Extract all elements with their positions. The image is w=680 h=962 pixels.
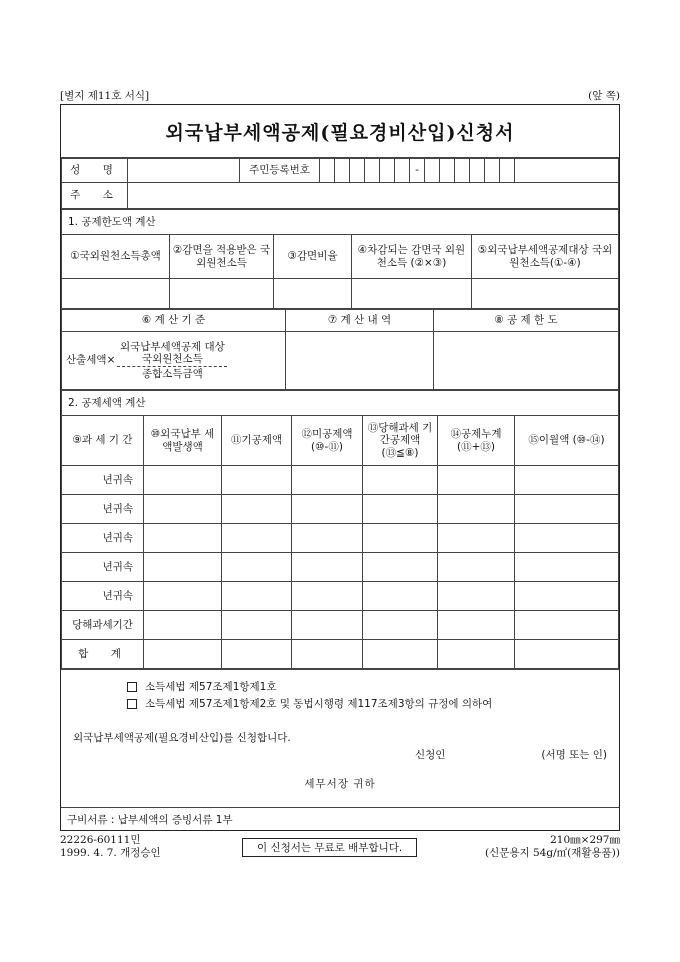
row-label: 당해과세기간: [62, 611, 144, 640]
table-cell[interactable]: [144, 582, 222, 611]
row-label: 합 계: [62, 640, 144, 669]
col-previously-deducted: ⑪기공제액: [222, 416, 292, 466]
form-title: 외국납부세액공제(필요경비산입)신청서: [61, 105, 619, 158]
table-cell[interactable]: [515, 582, 619, 611]
application-form: [60, 104, 620, 831]
table-cell[interactable]: [292, 524, 363, 553]
col-foreign-tax-paid: ⑩외국납부 세액발생액: [144, 416, 222, 466]
table-cell[interactable]: [515, 611, 619, 640]
table-cell[interactable]: [144, 611, 222, 640]
table-cell[interactable]: [222, 553, 292, 582]
table-cell[interactable]: [144, 466, 222, 495]
table-cell[interactable]: [292, 640, 363, 669]
id-digit-field[interactable]: [350, 159, 365, 183]
option-row: [127, 678, 619, 695]
table-cell[interactable]: [363, 553, 438, 582]
table-cell[interactable]: [363, 640, 438, 669]
table-row: [62, 495, 619, 524]
table-cell[interactable]: [222, 495, 292, 524]
basis-formula: [62, 332, 286, 390]
table-cell[interactable]: [292, 466, 363, 495]
deducted-exempt-income-field[interactable]: [352, 279, 472, 309]
table-cell[interactable]: [292, 553, 363, 582]
id-separator: -: [410, 159, 425, 183]
id-digit-field[interactable]: [440, 159, 455, 183]
id-digit-field[interactable]: [335, 159, 350, 183]
table-cell[interactable]: [515, 553, 619, 582]
table-cell[interactable]: [292, 611, 363, 640]
id-digit-field[interactable]: [395, 159, 410, 183]
table-cell[interactable]: [363, 466, 438, 495]
id-digit-field[interactable]: [500, 159, 515, 183]
col-current-deduction: ⑬당해과세 기간공제액 (⑬≦⑧): [363, 416, 438, 466]
checkbox-option1[interactable]: [127, 682, 137, 692]
col-carryover: ⑮이월액 (⑩-⑭): [515, 416, 619, 466]
addressee: 세무서장 귀하: [304, 778, 376, 790]
id-digit-field[interactable]: [365, 159, 380, 183]
deduction-calculation-table: [61, 390, 619, 669]
applicant-table: [61, 158, 619, 209]
exempt-foreign-income-field[interactable]: [170, 279, 274, 309]
checkbox-option2[interactable]: [127, 699, 137, 709]
form-label: [별지 제11호 서식]: [60, 90, 150, 102]
table-cell[interactable]: [222, 582, 292, 611]
calculation-detail-field[interactable]: [286, 332, 434, 390]
table-cell[interactable]: [363, 582, 438, 611]
table-cell[interactable]: [515, 495, 619, 524]
col-tax-period: ⑨과 세 기 간: [62, 416, 144, 466]
table-cell[interactable]: [438, 640, 515, 669]
table-cell[interactable]: [222, 466, 292, 495]
table-cell[interactable]: [438, 553, 515, 582]
row-label: 년귀속: [62, 524, 144, 553]
formula-fraction: [117, 341, 227, 380]
option-row: [127, 695, 619, 712]
table-cell[interactable]: [144, 640, 222, 669]
table-cell[interactable]: [438, 495, 515, 524]
eligible-foreign-income-field[interactable]: [472, 279, 619, 309]
limit-calculation-table: [61, 209, 619, 309]
name-label: 성 명: [62, 159, 128, 183]
table-cell[interactable]: [222, 640, 292, 669]
formula-denominator: 종합소득금액: [117, 366, 227, 380]
option2-label: 소득세법 제57조제1항제2호 및 동법시행령 제117조제3항의 규정에 의하여: [145, 698, 493, 710]
applicant-label: 신청인: [414, 749, 446, 761]
section1-heading: 1. 공제한도액 계산: [62, 210, 619, 235]
id-digit-field[interactable]: [515, 159, 619, 183]
table-cell[interactable]: [363, 611, 438, 640]
exemption-rate-field[interactable]: [274, 279, 352, 309]
col-undeducted: ⑫미공제액 (⑩-⑪): [292, 416, 363, 466]
signature-line: [73, 747, 607, 762]
table-cell[interactable]: [292, 495, 363, 524]
paper-type: (신문용지 54g/㎡(재활용품)): [485, 847, 620, 859]
table-cell[interactable]: [363, 495, 438, 524]
table-cell[interactable]: [515, 524, 619, 553]
col-eligible-foreign-income: ⑤외국납부세액공제대상 국외원천소득(①-④): [472, 235, 619, 279]
paper-size: 210㎜×297㎜: [550, 834, 620, 846]
table-row: [62, 640, 619, 669]
id-digit-field[interactable]: [425, 159, 440, 183]
row-label: 년귀속: [62, 495, 144, 524]
formula-numerator: 외국납부세액공제 대상 국외원천소득: [119, 340, 225, 365]
id-digit-field[interactable]: [320, 159, 335, 183]
page-side: (앞 쪽): [588, 90, 620, 102]
table-row: [62, 524, 619, 553]
approval-date: 1999. 4. 7. 개정승인: [60, 847, 161, 859]
required-documents: 구비서류 : 납부세액의 증빙서류 1부: [61, 807, 619, 830]
deduction-limit-field[interactable]: [434, 332, 619, 390]
table-cell[interactable]: [438, 611, 515, 640]
address-label: 주 소: [62, 183, 128, 209]
col-deducted-exempt-income: ④차감되는 감면국 외원천소득 (②×③): [352, 235, 472, 279]
id-digit-field[interactable]: [455, 159, 470, 183]
foreign-income-total-field[interactable]: [62, 279, 170, 309]
table-cell[interactable]: [144, 524, 222, 553]
table-cell[interactable]: [144, 495, 222, 524]
formula-prefix: 산출세액×: [66, 354, 116, 367]
address-field[interactable]: [128, 183, 619, 209]
table-cell[interactable]: [222, 611, 292, 640]
section2-heading: 2. 공제세액 계산: [62, 391, 619, 416]
col-exemption-rate: ③감면비율: [274, 235, 352, 279]
table-row: [62, 611, 619, 640]
table-cell[interactable]: [438, 524, 515, 553]
row-label: 년귀속: [62, 582, 144, 611]
detail-header: ⑦ 계 산 내 역: [286, 310, 434, 332]
id-digit-field[interactable]: [380, 159, 395, 183]
row-label: 년귀속: [62, 553, 144, 582]
name-field[interactable]: [128, 159, 240, 183]
table-cell[interactable]: [292, 582, 363, 611]
table-cell[interactable]: [515, 466, 619, 495]
id-digit-field[interactable]: [485, 159, 500, 183]
col-cumulative-deduction: ⑭공제누계 (⑪+⑬): [438, 416, 515, 466]
signature-label: (서명 또는 인): [541, 749, 607, 761]
col-exempt-foreign-income: ②감면을 적용받은 국외원천소득: [170, 235, 274, 279]
col-foreign-income-total: ①국외원천소득총액: [62, 235, 170, 279]
table-cell[interactable]: [363, 524, 438, 553]
statement-text: 외국납부세액공제(필요경비산입)를 신청합니다.: [73, 732, 291, 744]
option1-label: 소득세법 제57조제1항제1호: [145, 681, 277, 693]
form-code: 22226-60111민: [60, 834, 141, 846]
form-header: [60, 88, 620, 103]
table-cell[interactable]: [515, 640, 619, 669]
table-row: [62, 582, 619, 611]
application-statement: [61, 718, 619, 807]
legal-basis-options: [61, 669, 619, 718]
table-cell[interactable]: [438, 582, 515, 611]
table-row: [62, 466, 619, 495]
limit-basis-table: [61, 309, 619, 390]
id-label: 주민등록번호: [240, 159, 320, 183]
table-row: [62, 553, 619, 582]
table-cell[interactable]: [222, 524, 292, 553]
row-label: 년귀속: [62, 466, 144, 495]
limit-header: ⑧ 공 제 한 도: [434, 310, 619, 332]
table-cell[interactable]: [144, 553, 222, 582]
free-notice: 이 신청서는 무료로 배부합니다.: [242, 838, 417, 857]
id-digit-field[interactable]: [470, 159, 485, 183]
table-cell[interactable]: [438, 466, 515, 495]
basis-header: ⑥ 계 산 기 준: [62, 310, 286, 332]
